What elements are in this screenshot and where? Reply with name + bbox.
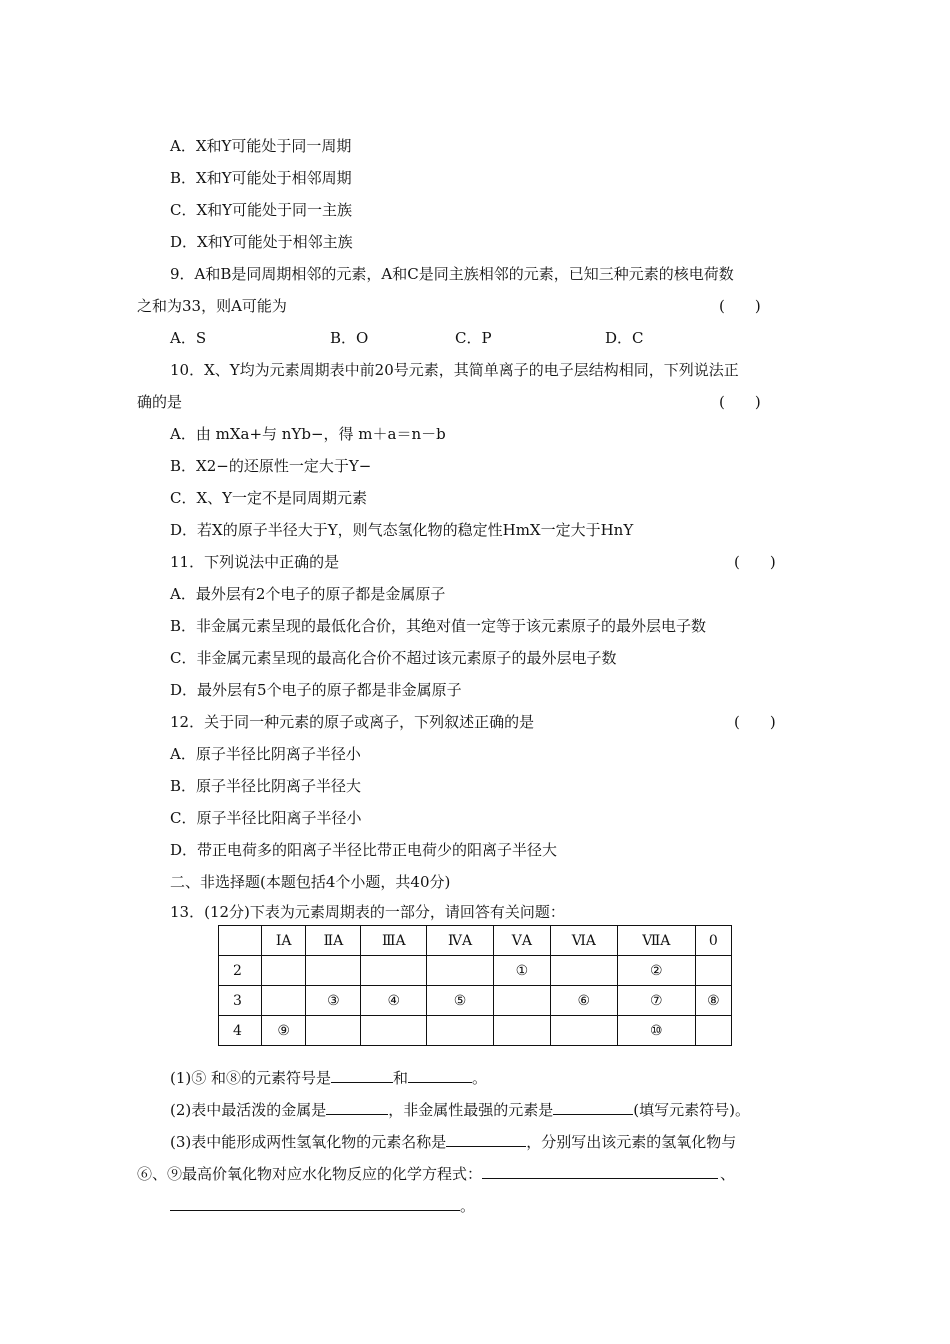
q10-answer-paren: ( ) xyxy=(719,393,761,411)
q12-option-c: C．原子半径比阳离子半径小 xyxy=(170,809,362,827)
table-cell xyxy=(361,1016,427,1046)
q13-part1 xyxy=(170,1068,487,1088)
q12-option-d: D．带正电荷多的阳离子半径比带正电荷少的阳离子半径大 xyxy=(170,841,558,859)
q12-stem: 12．关于同一种元素的原子或离子，下列叙述正确的是 xyxy=(170,713,535,731)
table-cell xyxy=(494,986,551,1016)
answer-blank[interactable] xyxy=(446,1132,526,1147)
answer-blank[interactable] xyxy=(553,1100,633,1115)
table-cell xyxy=(550,1016,617,1046)
q13-part2-mid: ，非金属性最强的元素是 xyxy=(388,1101,554,1119)
q13-part3-mid: ，分别写出该元素的氢氧化物与 xyxy=(526,1133,737,1151)
q9-option-d: D．C xyxy=(605,329,644,347)
table-cell: ⑥ xyxy=(550,986,617,1016)
q13-part3-sep: 、 xyxy=(720,1165,736,1183)
table-cell xyxy=(262,986,306,1016)
q9-option-a: A．S xyxy=(170,329,207,347)
answer-blank[interactable] xyxy=(408,1068,472,1083)
table-cell xyxy=(427,956,494,986)
q12-option-a: A．原子半径比阴离子半径小 xyxy=(170,745,361,763)
q9-answer-paren: ( ) xyxy=(719,297,761,315)
q11-stem: 11．下列说法中正确的是 xyxy=(170,553,340,571)
q11-option-b: B．非金属元素呈现的最低化合价，其绝对值一定等于该元素原子的最外层电子数 xyxy=(170,617,707,635)
section-heading: 二、非选择题(本题包括4个小题，共40分) xyxy=(170,873,451,891)
table-row xyxy=(219,986,732,1016)
q11-option-a: A．最外层有2个电子的原子都是金属原子 xyxy=(170,585,446,603)
q13-part3-line3 xyxy=(170,1196,475,1216)
table-header-cell: ⅤA xyxy=(494,926,551,956)
table-cell: ⑦ xyxy=(617,986,695,1016)
table-cell: ② xyxy=(617,956,695,986)
table-cell: ⑤ xyxy=(427,986,494,1016)
table-cell: 3 xyxy=(219,986,262,1016)
q8-option-b: B．X和Y可能处于相邻周期 xyxy=(170,169,352,187)
q13-part3-end: 。 xyxy=(460,1197,476,1215)
table-cell: ④ xyxy=(361,986,427,1016)
q10-option-a: A．由 mXa+与 nYb−，得 m＋a＝n－b xyxy=(170,425,446,443)
table-header-cell: 0 xyxy=(695,926,731,956)
q13-part2-end: (填写元素符号)。 xyxy=(633,1101,750,1119)
q10-option-b: B．X2−的还原性一定大于Y− xyxy=(170,457,372,475)
q13-part2-text: (2)表中最活泼的金属是 xyxy=(170,1101,327,1119)
q13-stem: 13．(12分)下表为元素周期表的一部分，请回答有关问题： xyxy=(170,903,565,921)
q8-option-d: D．X和Y可能处于相邻主族 xyxy=(170,233,353,251)
table-header-cell: ⅦA xyxy=(617,926,695,956)
table-cell: 2 xyxy=(219,956,262,986)
q12-option-b: B．原子半径比阴离子半径大 xyxy=(170,777,362,795)
table-row xyxy=(219,1016,732,1046)
table-cell: ⑧ xyxy=(695,986,731,1016)
table-header-cell xyxy=(219,926,262,956)
table-cell xyxy=(494,1016,551,1046)
table-cell xyxy=(306,956,361,986)
q9-option-c: C．P xyxy=(455,329,492,347)
q8-option-a: A．X和Y可能处于同一周期 xyxy=(170,137,352,155)
table-header-cell: ⅥA xyxy=(550,926,617,956)
q12-answer-paren: ( ) xyxy=(734,713,776,731)
table-cell xyxy=(695,956,731,986)
table-cell xyxy=(361,956,427,986)
table-header-cell: ⅠA xyxy=(262,926,306,956)
answer-blank[interactable] xyxy=(331,1068,393,1083)
q10-option-d: D．若X的原子半径大于Y，则气态氢化物的稳定性HmX一定大于HnY xyxy=(170,521,634,539)
table-cell: ① xyxy=(494,956,551,986)
table-cell: 4 xyxy=(219,1016,262,1046)
table-cell: ⑩ xyxy=(617,1016,695,1046)
table-cell: ⑨ xyxy=(262,1016,306,1046)
q13-part3-text: (3)表中能形成两性氢氧化物的元素名称是 xyxy=(170,1133,447,1151)
table-header-row xyxy=(219,926,732,956)
q8-option-c: C．X和Y可能处于同一主族 xyxy=(170,201,353,219)
answer-blank[interactable] xyxy=(326,1100,388,1115)
q10-stem-line2: 确的是 xyxy=(137,393,183,411)
q11-option-d: D．最外层有5个电子的原子都是非金属原子 xyxy=(170,681,462,699)
table-cell: ③ xyxy=(306,986,361,1016)
answer-blank[interactable] xyxy=(482,1164,718,1179)
q11-answer-paren: ( ) xyxy=(734,553,776,571)
table-cell xyxy=(262,956,306,986)
q13-part2 xyxy=(170,1100,750,1120)
q9-option-b: B．O xyxy=(330,329,369,347)
table-header-cell: ⅡA xyxy=(306,926,361,956)
answer-blank[interactable] xyxy=(170,1196,460,1211)
table-row xyxy=(219,956,732,986)
q9-stem-line1: 9．A和B是同周期相邻的元素，A和C是同主族相邻的元素，已知三种元素的核电荷数 xyxy=(170,265,734,283)
table-header-cell: ⅢA xyxy=(361,926,427,956)
table-header-cell: ⅣA xyxy=(427,926,494,956)
table-cell xyxy=(695,1016,731,1046)
q13-part3-line1 xyxy=(170,1132,736,1152)
q10-option-c: C．X、Y一定不是同周期元素 xyxy=(170,489,368,507)
periodic-table xyxy=(218,925,732,1046)
q13-part3-text2: ⑥、⑨最高价氧化物对应水化物反应的化学方程式： xyxy=(137,1165,483,1183)
q9-stem-line2: 之和为33，则A可能为 xyxy=(137,297,287,315)
q10-stem-line1: 10．X、Y均为元素周期表中前20号元素，其简单离子的电子层结构相同，下列说法正 xyxy=(170,361,739,379)
q13-part1-end: 。 xyxy=(472,1069,488,1087)
q13-part3-line2 xyxy=(137,1164,735,1184)
table-cell xyxy=(427,1016,494,1046)
q13-part1-text: (1)⑤ 和⑧的元素符号是 xyxy=(170,1069,332,1087)
q13-part1-and: 和 xyxy=(393,1069,409,1087)
table-cell xyxy=(550,956,617,986)
table-cell xyxy=(306,1016,361,1046)
q11-option-c: C．非金属元素呈现的最高化合价不超过该元素原子的最外层电子数 xyxy=(170,649,617,667)
